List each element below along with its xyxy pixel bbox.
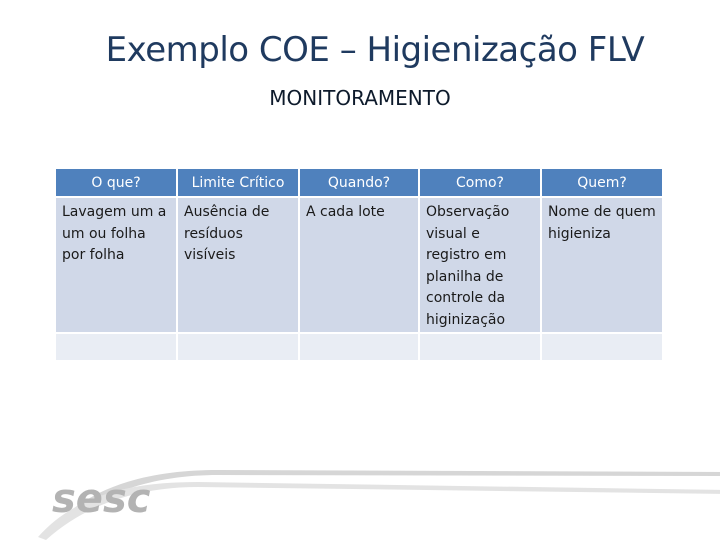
header-limite-critico: Limite Crítico	[178, 169, 298, 196]
slide-title: Exemplo COE – Higienização FLV	[105, 30, 645, 70]
header-como: Como?	[420, 169, 540, 196]
header-o-que: O que?	[56, 169, 176, 196]
cell-quando: A cada lote	[300, 198, 418, 332]
cell-como: Observação visual e registro em planilha de controle da higinização	[420, 198, 540, 332]
table-header-row	[56, 169, 662, 196]
cell-limite-critico: Ausência de resíduos visíveis	[178, 198, 298, 332]
table-row	[56, 198, 662, 332]
cell-quem: Nome de quem higieniza	[542, 198, 662, 332]
sesc-logo	[38, 462, 720, 540]
monitoring-table	[54, 167, 664, 362]
slide-subtitle: MONITORAMENTO	[269, 86, 451, 110]
header-quando: Quando?	[300, 169, 418, 196]
empty-cell	[56, 334, 176, 360]
header-quem: Quem?	[542, 169, 662, 196]
empty-cell	[420, 334, 540, 360]
cell-o-que: Lavagem um a um ou folha por folha	[56, 198, 176, 332]
svg-text:sesc: sesc	[52, 476, 151, 522]
empty-cell	[542, 334, 662, 360]
empty-cell	[300, 334, 418, 360]
empty-cell	[178, 334, 298, 360]
table-row-empty	[56, 334, 662, 360]
